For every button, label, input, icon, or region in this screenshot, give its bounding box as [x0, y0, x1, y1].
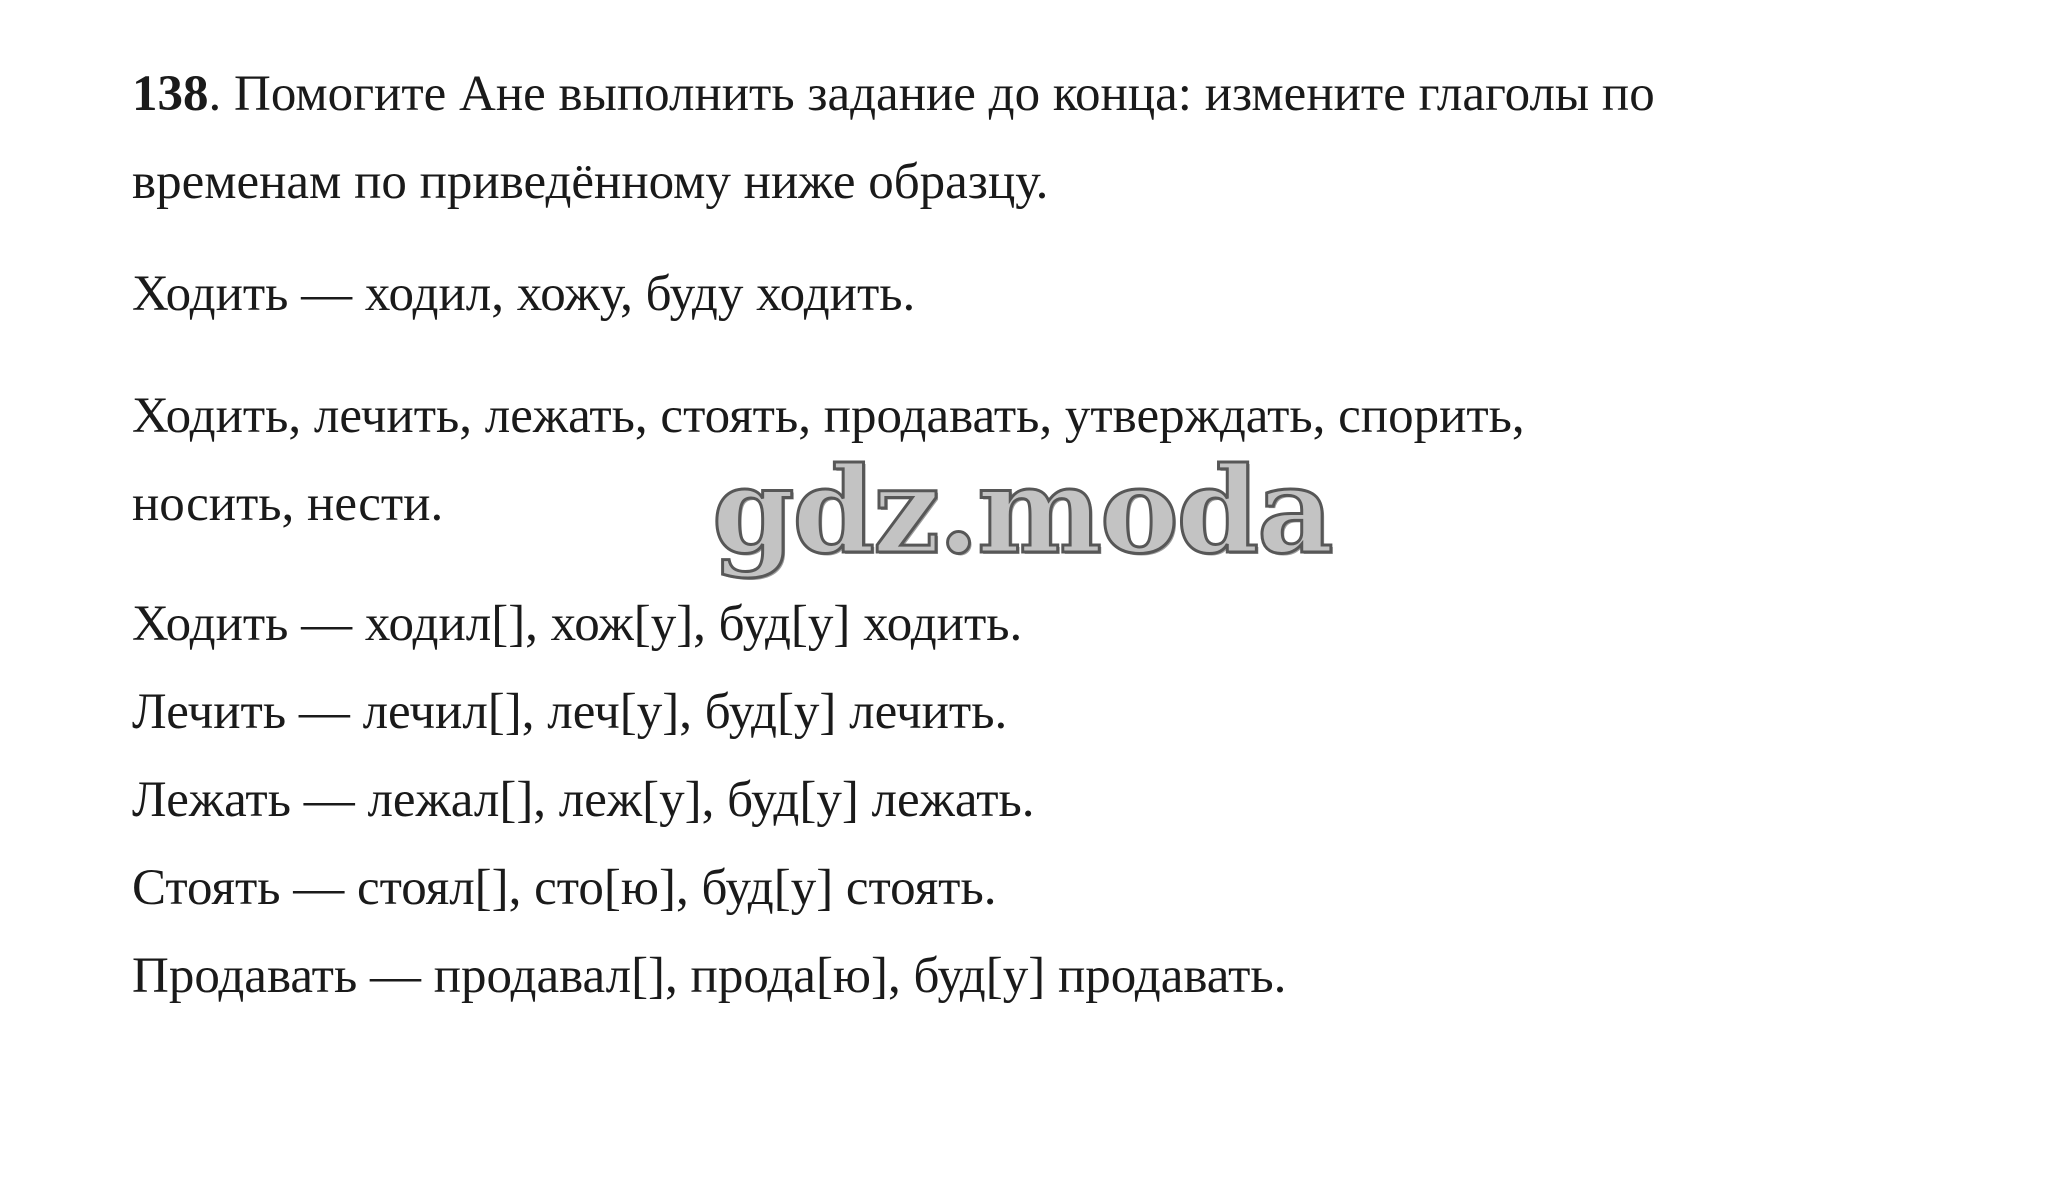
answer-row: Продавать — продавал[], прода[ю], буд[у] продавать. [132, 948, 1287, 1004]
watermark-logo: gdz.moda [712, 441, 1332, 580]
task-number: 138 [132, 66, 209, 122]
answer-row: Стоять — стоял[], сто[ю], буд[у] стоять. [132, 860, 997, 916]
answer-row: Лечить — лечил[], леч[у], буд[у] лечить. [132, 684, 1008, 740]
example-line: Ходить — ходил, хожу, буду ходить. [132, 266, 916, 322]
answer-row: Лежать — лежал[], леж[у], буд[у] лежать. [132, 772, 1035, 828]
task-line-2: временам по приведённому ниже образцу. [132, 154, 1049, 210]
verb-list-line-1: Ходить, лечить, лежать, стоять, продавать, утверждать, спорить, [132, 388, 1525, 444]
verb-list-line-2: носить, нести. [132, 476, 444, 532]
answers-list [132, 580, 1286, 1020]
task-text-part1: . Помогите Ане выполнить задание до конца: измените глаголы по [208, 66, 1655, 122]
task-line-1 [132, 50, 1992, 138]
answer-row: Ходить — ходил[], хож[у], буд[у] ходить. [132, 596, 1023, 652]
